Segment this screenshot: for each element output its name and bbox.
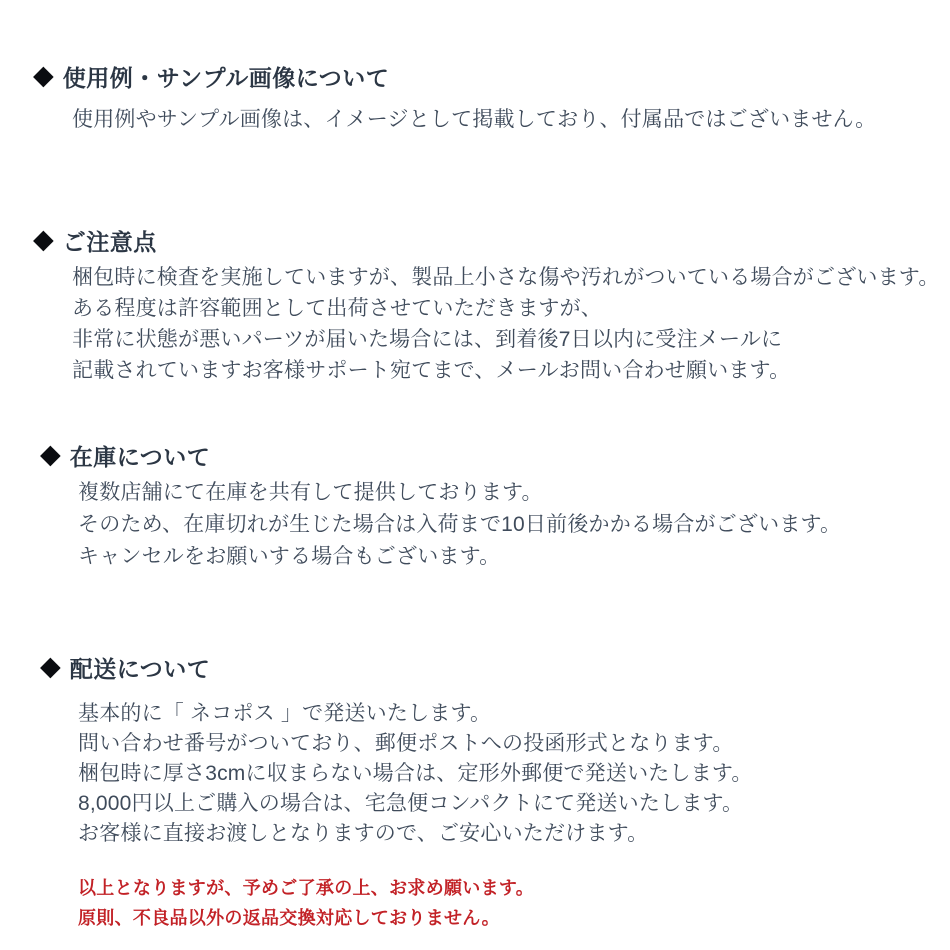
section-heading-usage-sample — [33, 60, 389, 93]
notice-line: 原則、不良品以外の返品交換対応しておりません。 — [78, 908, 500, 928]
section-heading-stock — [40, 439, 210, 472]
section-heading-cautions — [33, 224, 157, 257]
body-line: 複数店舗にて在庫を共有して提供しております。 — [78, 481, 543, 504]
diamond-bullet-icon: ◆ — [40, 439, 61, 469]
body-line: 梱包時に厚さ3cmに収まらない場合は、定形外郵便で発送いたします。 — [78, 762, 753, 785]
body-line: 梱包時に検査を実施していますが、製品上小さな傷や汚れがついている場合がございます。 — [72, 266, 940, 289]
body-line: お客様に直接お渡しとなりますので、ご安心いただけます。 — [78, 822, 649, 845]
section-body-usage-sample — [72, 104, 876, 135]
body-line: キャンセルをお願いする場合もございます。 — [78, 545, 501, 568]
body-line: 記載されていますお客様サポート宛てまで、メールお問い合わせ願います。 — [72, 359, 791, 382]
body-line: 8,000円以上ご購入の場合は、宅急便コンパクトにて発送いたします。 — [78, 792, 744, 815]
section-body-stock — [78, 477, 841, 573]
body-line: ある程度は許容範囲として出荷させていただきますが、 — [72, 297, 602, 320]
body-line: 非常に状態が悪いパーツが届いた場合には、到着後7日以内に受注メールに — [72, 328, 783, 351]
diamond-bullet-icon: ◆ — [33, 60, 54, 90]
body-line: 使用例やサンプル画像は、イメージとして掲載しており、付属品ではございません。 — [72, 108, 877, 131]
section-heading-text: ご注意点 — [62, 229, 157, 255]
warning-notice — [78, 873, 534, 933]
section-heading-text: 在庫について — [69, 444, 211, 470]
diamond-bullet-icon: ◆ — [33, 224, 54, 254]
diamond-bullet-icon: ◆ — [40, 651, 61, 681]
section-body-cautions — [72, 262, 940, 386]
body-line: 問い合わせ番号がついており、郵便ポストへの投函形式となります。 — [78, 732, 734, 755]
body-line: そのため、在庫切れが生じた場合は入荷まで10日前後かかる場合がございます。 — [78, 513, 842, 536]
section-heading-shipping — [40, 651, 210, 684]
section-body-shipping — [78, 699, 753, 849]
section-heading-text: 配送について — [69, 656, 211, 682]
notice-line: 以上となりますが、予めご了承の上、お求め願います。 — [78, 878, 535, 898]
body-line: 基本的に「 ネコポス 」で発送いたします。 — [78, 702, 492, 725]
section-heading-text: 使用例・サンプル画像について — [62, 65, 390, 91]
